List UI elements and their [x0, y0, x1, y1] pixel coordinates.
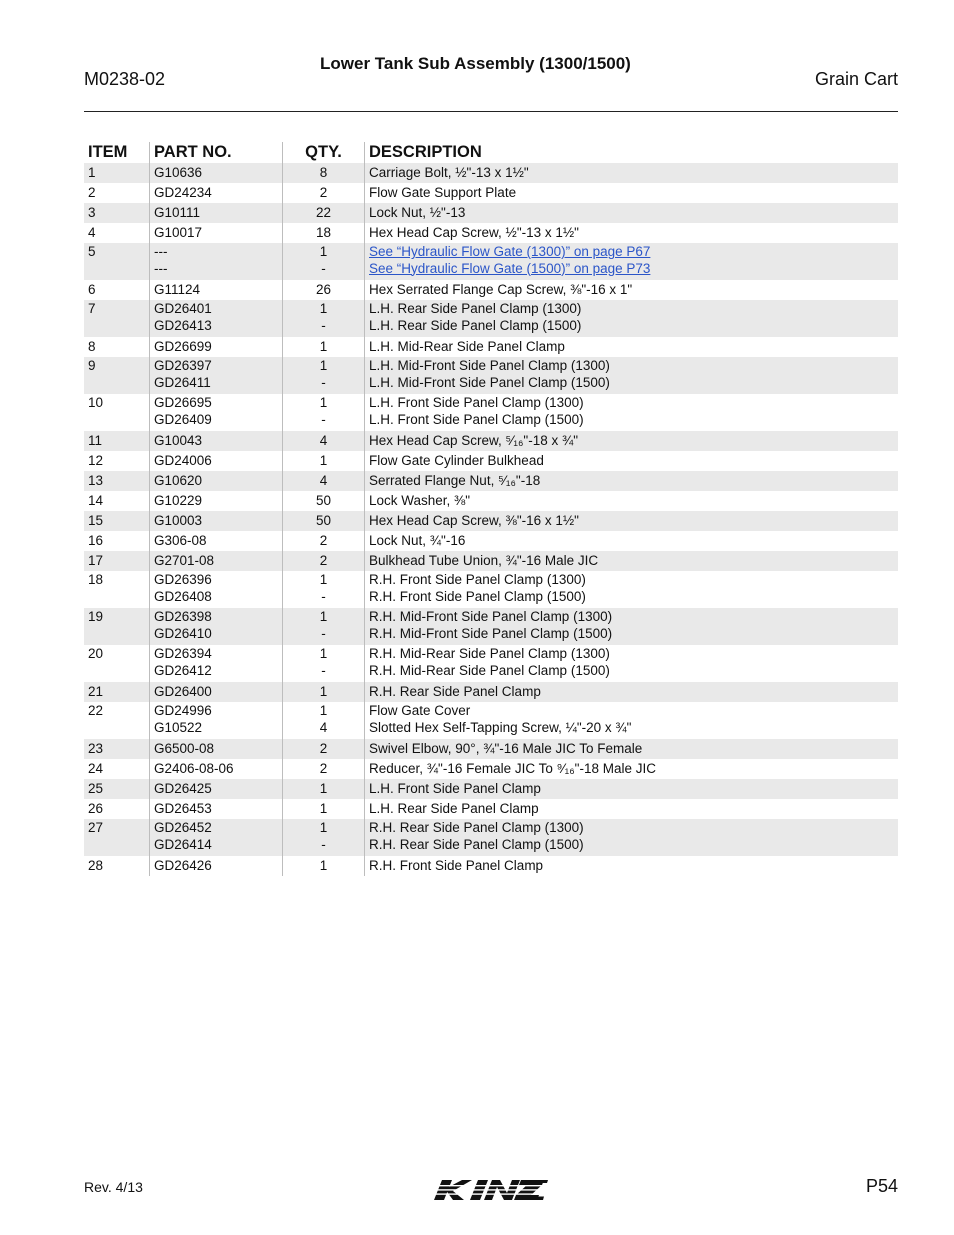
description: Slotted Hex Self-Tapping Screw, ¼"-20 x ¾" — [369, 719, 632, 735]
item-number: 4 — [84, 223, 150, 243]
quantity: 2 — [319, 185, 328, 200]
quantity-cell — [283, 759, 365, 779]
part-number-cell — [150, 759, 283, 779]
description-cell — [365, 337, 898, 357]
description: Lock Nut, ½"-13 — [369, 205, 466, 220]
part-number-cell — [150, 819, 283, 856]
quantity: 4 — [319, 433, 328, 448]
quantity: - — [321, 260, 326, 276]
part-number: GD24006 — [154, 453, 212, 468]
description-cell — [365, 280, 898, 300]
table-row — [84, 759, 898, 779]
quantity: - — [321, 588, 326, 604]
description: Swivel Elbow, 90°, ¾"-16 Male JIC To Female — [369, 741, 643, 756]
quantity: - — [321, 662, 326, 678]
table-row — [84, 491, 898, 511]
part-number: GD26453 — [154, 801, 212, 816]
quantity-cell — [283, 337, 365, 357]
table-row — [84, 471, 898, 491]
quantity: - — [321, 836, 326, 852]
part-number: GD26394 — [154, 646, 212, 661]
part-number-cell — [150, 163, 283, 183]
description: L.H. Mid-Rear Side Panel Clamp — [369, 339, 565, 354]
description: Flow Gate Support Plate — [369, 185, 517, 200]
revision-label: Rev. 4/13 — [84, 1179, 143, 1195]
part-number-cell — [150, 431, 283, 451]
item-number: 2 — [84, 183, 150, 203]
parts-table — [84, 140, 898, 876]
table-row — [84, 394, 898, 431]
part-number-cell — [150, 856, 283, 876]
part-number-cell — [150, 357, 283, 394]
table-row — [84, 819, 898, 856]
column-header-description: DESCRIPTION — [369, 143, 482, 161]
quantity-cell — [283, 203, 365, 223]
table-row — [84, 608, 898, 645]
quantity: 8 — [319, 165, 328, 180]
description: Bulkhead Tube Union, ¾"-16 Male JIC — [369, 553, 599, 568]
quantity: 1 — [319, 453, 328, 468]
part-number: G10620 — [154, 473, 203, 488]
quantity: 1 — [319, 395, 328, 410]
item-number: 9 — [84, 357, 150, 394]
description: R.H. Mid-Rear Side Panel Clamp (1300) — [369, 646, 610, 661]
quantity-cell — [283, 357, 365, 394]
quantity-cell — [283, 223, 365, 243]
document-code: M0238-02 — [84, 69, 166, 89]
quantity-cell — [283, 163, 365, 183]
quantity: 22 — [315, 205, 332, 220]
quantity-cell — [283, 779, 365, 799]
item-number: 16 — [84, 531, 150, 551]
quantity: 26 — [315, 282, 332, 297]
item-number: 1 — [84, 163, 150, 183]
description: L.H. Front Side Panel Clamp (1300) — [369, 395, 584, 410]
description: Carriage Bolt, ½"-13 x 1½" — [369, 165, 529, 180]
description: L.H. Mid-Front Side Panel Clamp (1300) — [369, 358, 610, 373]
item-number: 3 — [84, 203, 150, 223]
description: Lock Nut, ¾"-16 — [369, 533, 466, 548]
part-number: GD26411 — [154, 374, 211, 390]
part-number-cell — [150, 571, 283, 608]
part-number: GD26414 — [154, 836, 212, 852]
page-title: Lower Tank Sub Assembly (1300/1500) — [320, 54, 631, 73]
page-number: P54 — [865, 1176, 898, 1196]
part-number-cell — [150, 471, 283, 491]
description-cell — [365, 608, 898, 645]
part-number: GD24234 — [154, 185, 212, 200]
description-cell — [365, 571, 898, 608]
table-row — [84, 223, 898, 243]
column-header-part-no: PART NO. — [150, 142, 283, 163]
table-row — [84, 300, 898, 337]
item-number: 28 — [84, 856, 150, 876]
part-number-cell — [150, 531, 283, 551]
quantity: 4 — [319, 719, 328, 735]
quantity: 1 — [319, 572, 328, 587]
description-cell — [365, 779, 898, 799]
item-number: 8 — [84, 337, 150, 357]
description-cell — [365, 739, 898, 759]
part-number-cell — [150, 645, 283, 682]
description: L.H. Front Side Panel Clamp (1500) — [369, 411, 584, 427]
part-number: GD26425 — [154, 781, 212, 796]
description: Hex Head Cap Screw, ½"-13 x 1½" — [369, 225, 579, 240]
quantity-cell — [283, 394, 365, 431]
quantity-cell — [283, 799, 365, 819]
column-header-item: ITEM — [84, 142, 150, 163]
quantity-cell — [283, 608, 365, 645]
table-body — [84, 163, 898, 876]
part-number: G11124 — [154, 282, 201, 297]
description-cell — [365, 682, 898, 702]
item-number: 24 — [84, 759, 150, 779]
part-number: GD24996 — [154, 703, 212, 718]
quantity-cell — [283, 431, 365, 451]
part-number: GD26410 — [154, 625, 212, 641]
quantity-cell — [283, 183, 365, 203]
quantity-cell — [283, 551, 365, 571]
part-number: G2406-08-06 — [154, 761, 234, 776]
part-number: GD26412 — [154, 662, 212, 678]
description-cell — [365, 394, 898, 431]
quantity: 1 — [319, 703, 328, 718]
quantity-cell — [283, 451, 365, 471]
quantity-cell — [283, 280, 365, 300]
part-number-cell — [150, 491, 283, 511]
item-number: 22 — [84, 702, 150, 739]
description: L.H. Rear Side Panel Clamp (1500) — [369, 317, 582, 333]
part-number-cell — [150, 702, 283, 739]
description: R.H. Mid-Front Side Panel Clamp (1500) — [369, 625, 613, 641]
table-row — [84, 337, 898, 357]
part-number-cell — [150, 280, 283, 300]
kinze-logo-icon — [432, 1176, 550, 1204]
part-number: G2701-08 — [154, 553, 215, 568]
description: L.H. Front Side Panel Clamp — [369, 781, 541, 796]
quantity: - — [321, 374, 326, 390]
table-row — [84, 571, 898, 608]
quantity: 50 — [315, 513, 332, 528]
quantity-cell — [283, 471, 365, 491]
description: R.H. Rear Side Panel Clamp (1300) — [369, 820, 584, 835]
quantity: 1 — [319, 646, 328, 661]
table-row — [84, 799, 898, 819]
description-cell — [365, 799, 898, 819]
description: Lock Washer, ⅜" — [369, 493, 471, 508]
part-number-cell — [150, 203, 283, 223]
part-number: GD26452 — [154, 820, 212, 835]
part-number-cell — [150, 337, 283, 357]
table-row — [84, 183, 898, 203]
part-number-cell — [150, 779, 283, 799]
part-number: G10522 — [154, 719, 203, 735]
part-number: G10003 — [154, 513, 203, 528]
item-number: 27 — [84, 819, 150, 856]
description-cell — [365, 531, 898, 551]
part-number: --- — [154, 244, 168, 259]
item-number: 14 — [84, 491, 150, 511]
table-row — [84, 163, 898, 183]
description: R.H. Rear Side Panel Clamp — [369, 684, 541, 699]
description-cell — [365, 819, 898, 856]
part-number: GD26398 — [154, 609, 212, 624]
description-cell — [365, 223, 898, 243]
description-cell — [365, 551, 898, 571]
header-divider — [84, 111, 898, 112]
quantity-cell — [283, 491, 365, 511]
item-number: 26 — [84, 799, 150, 819]
quantity-cell — [283, 702, 365, 739]
quantity: 2 — [319, 553, 328, 568]
part-number: G6500-08 — [154, 741, 215, 756]
table-row — [84, 682, 898, 702]
description-cell — [365, 856, 898, 876]
description-cell — [365, 431, 898, 451]
part-number-cell — [150, 451, 283, 471]
quantity: 1 — [319, 781, 328, 796]
table-row — [84, 551, 898, 571]
quantity: 1 — [319, 358, 328, 373]
part-number: G306-08 — [154, 533, 207, 548]
quantity: 1 — [319, 244, 328, 259]
quantity: - — [321, 411, 326, 427]
description: R.H. Front Side Panel Clamp — [369, 858, 544, 873]
description: L.H. Mid-Front Side Panel Clamp (1500) — [369, 374, 610, 390]
quantity-cell — [283, 645, 365, 682]
quantity: 50 — [315, 493, 332, 508]
description: Serrated Flange Nut, ⁵⁄₁₆"-18 — [369, 473, 541, 488]
table-row — [84, 856, 898, 876]
description: R.H. Rear Side Panel Clamp (1500) — [369, 836, 584, 852]
column-header-qty: QTY. — [283, 142, 365, 163]
quantity-cell — [283, 682, 365, 702]
quantity: 1 — [319, 684, 328, 699]
item-number: 21 — [84, 682, 150, 702]
cross-reference-link[interactable]: See “Hydraulic Flow Gate (1300)” on page P67 — [369, 244, 651, 259]
part-number: G10043 — [154, 433, 203, 448]
item-number: 17 — [84, 551, 150, 571]
part-number-cell — [150, 799, 283, 819]
item-number: 12 — [84, 451, 150, 471]
quantity-cell — [283, 511, 365, 531]
item-number: 7 — [84, 300, 150, 337]
quantity: 1 — [319, 339, 328, 354]
table-row — [84, 203, 898, 223]
description: L.H. Rear Side Panel Clamp (1300) — [369, 301, 582, 316]
table-row — [84, 243, 898, 280]
item-number: 6 — [84, 280, 150, 300]
description: Flow Gate Cylinder Bulkhead — [369, 453, 544, 468]
quantity-cell — [283, 531, 365, 551]
table-row — [84, 451, 898, 471]
item-number: 18 — [84, 571, 150, 608]
quantity: 1 — [319, 609, 328, 624]
quantity: 1 — [319, 820, 328, 835]
table-row — [84, 531, 898, 551]
quantity: 2 — [319, 761, 328, 776]
description: Hex Head Cap Screw, ⁵⁄₁₆"-18 x ¾" — [369, 433, 579, 448]
quantity: 1 — [319, 801, 328, 816]
description: L.H. Rear Side Panel Clamp — [369, 801, 539, 816]
description: Hex Serrated Flange Cap Screw, ⅜"-16 x 1" — [369, 282, 633, 297]
part-number: GD26396 — [154, 572, 212, 587]
part-number: GD26695 — [154, 395, 212, 410]
quantity-cell — [283, 819, 365, 856]
part-number: GD26413 — [154, 317, 212, 333]
part-number-cell — [150, 223, 283, 243]
quantity: 2 — [319, 741, 328, 756]
part-number: GD26409 — [154, 411, 212, 427]
quantity: 1 — [319, 301, 328, 316]
part-number: GD26400 — [154, 684, 212, 699]
description: R.H. Mid-Rear Side Panel Clamp (1500) — [369, 662, 610, 678]
table-row — [84, 431, 898, 451]
table-row — [84, 739, 898, 759]
part-number-cell — [150, 394, 283, 431]
quantity-cell — [283, 571, 365, 608]
table-row — [84, 779, 898, 799]
table-row — [84, 645, 898, 682]
quantity: 2 — [319, 533, 328, 548]
description-cell — [365, 357, 898, 394]
description: R.H. Front Side Panel Clamp (1300) — [369, 572, 586, 587]
part-number: G10017 — [154, 225, 203, 240]
description: R.H. Front Side Panel Clamp (1500) — [369, 588, 586, 604]
item-number: 19 — [84, 608, 150, 645]
item-number: 11 — [84, 431, 150, 451]
part-number: --- — [154, 260, 168, 276]
description: Hex Head Cap Screw, ⅜"-16 x 1½" — [369, 513, 579, 528]
product-name: Grain Cart — [814, 69, 898, 89]
part-number: GD26699 — [154, 339, 212, 354]
item-number: 20 — [84, 645, 150, 682]
quantity: 18 — [315, 225, 332, 240]
part-number-cell — [150, 739, 283, 759]
description: Flow Gate Cover — [369, 703, 471, 718]
description-cell — [365, 471, 898, 491]
part-number: G10229 — [154, 493, 203, 508]
description-cell — [365, 243, 898, 280]
part-number-cell — [150, 682, 283, 702]
table-row — [84, 357, 898, 394]
description-cell — [365, 702, 898, 739]
part-number-cell — [150, 551, 283, 571]
table-row — [84, 511, 898, 531]
table-row — [84, 702, 898, 739]
table-row — [84, 280, 898, 300]
part-number: G10636 — [154, 165, 203, 180]
item-number: 5 — [84, 243, 150, 280]
part-number-cell — [150, 608, 283, 645]
description-cell — [365, 203, 898, 223]
part-number: GD26401 — [154, 301, 212, 316]
description-cell — [365, 645, 898, 682]
cross-reference-link[interactable]: See “Hydraulic Flow Gate (1500)” on page P73 — [369, 260, 651, 276]
quantity: - — [321, 625, 326, 641]
part-number: GD26408 — [154, 588, 212, 604]
description-cell — [365, 451, 898, 471]
description: R.H. Mid-Front Side Panel Clamp (1300) — [369, 609, 613, 624]
item-number: 25 — [84, 779, 150, 799]
quantity-cell — [283, 300, 365, 337]
description-cell — [365, 491, 898, 511]
part-number-cell — [150, 300, 283, 337]
description-cell — [365, 183, 898, 203]
part-number-cell — [150, 243, 283, 280]
description-cell — [365, 300, 898, 337]
quantity-cell — [283, 856, 365, 876]
quantity-cell — [283, 739, 365, 759]
part-number-cell — [150, 511, 283, 531]
table-header-row — [84, 140, 898, 163]
item-number: 15 — [84, 511, 150, 531]
quantity: - — [321, 317, 326, 333]
quantity: 4 — [319, 473, 328, 488]
description-cell — [365, 511, 898, 531]
part-number-cell — [150, 183, 283, 203]
part-number: GD26426 — [154, 858, 212, 873]
item-number: 10 — [84, 394, 150, 431]
part-number: G10111 — [154, 205, 201, 220]
quantity-cell — [283, 243, 365, 280]
item-number: 13 — [84, 471, 150, 491]
description: Reducer, ¾"-16 Female JIC To ⁹⁄₁₆"-18 Male JIC — [369, 761, 656, 776]
description-cell — [365, 163, 898, 183]
item-number: 23 — [84, 739, 150, 759]
description-cell — [365, 759, 898, 779]
quantity: 1 — [319, 858, 328, 873]
part-number: GD26397 — [154, 358, 212, 373]
